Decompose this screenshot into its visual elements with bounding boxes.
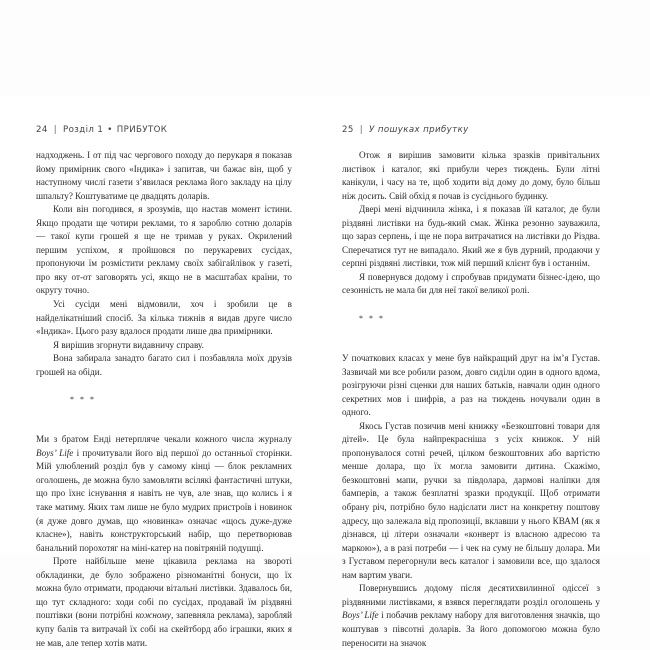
right-page <box>325 96 650 648</box>
left-page <box>0 96 325 648</box>
book-spread <box>0 96 650 648</box>
magazine-title: Boys’ Life <box>36 447 74 458</box>
text-run: і побачив рекламу набору для виготовлення значків, що коштував з півсотні доларів. За його допомогою можна було переносити на значок <box>342 610 600 648</box>
text-run: і прочитували його від першої до останньої сторінки. Мій улюблений розділ був у самому кінці — блок рекламних оголошень, де можна було замовляти всілякі фантастичні штуки, що про їхнє існування я навіть не чув, але знав, що колись і я таке матиму. Яких там лише не було мудрих пристроїв і новинок (я дуже довго думав, що «новинка» означає «щось дуже-дуже класне»), навіть конструкторський набір, що перетворював банальний порохотяг на міні-катер на повітряній подушці. <box>36 447 292 553</box>
bullet-separator: • <box>107 125 113 135</box>
paragraph: У початкових класах у мене був найкращий друг на ім’я Густав. Зазвичай ми все робили разом, довго сиділи один в одного вдома, розігруючи різні сценки для наших батьків, навчали один одного секретних мов і шифрів, а раз на тиждень ночували один в одного. <box>342 353 600 418</box>
page-number: 24 <box>36 125 48 135</box>
magazine-title: Boys’ Life <box>342 610 379 621</box>
header-separator: | <box>53 125 58 135</box>
section-break: * * * <box>359 313 385 323</box>
paragraph: Двері мені відчинила жінка, і я показав їй каталог, де були різдвяні листівки на будь-який смак. Жінка резонно зауважила, що зараз серпень, і ще не пора витрачатися на листівки до Різдва. Сперечатися тут не випадало. Який же я був дурний, продаючи у серпні різдвяні листівки, тож мій перший клієнт був і останнім. <box>342 204 600 269</box>
running-head-right <box>342 125 469 135</box>
page-number: 25 <box>342 125 354 135</box>
left-page-body <box>36 149 292 650</box>
paragraph: Усі сусіди мені відмовили, хоч і зробили це в найделікатніший спосіб. За кілька тижнів я видав друге число «Індика». Цього разу вдалося продати лише два примірники. <box>36 299 292 337</box>
paragraph: Я повернувся додому і спробував придумати бізнес-ідею, що сезонність не мала би для неї такої великої ролі. <box>342 271 600 296</box>
paragraph <box>342 582 600 650</box>
text-run: , запевняла реклама), заробляй купу балів та витрачай їх собі на скейтборд або іграшки, яких я не мав, але тепер хотів мати. <box>36 610 292 648</box>
text-run: Повернувшись додому після десятихвилинної одіссеї з різдвяними листівками, я взявся переглядати розділ оголошень у <box>342 583 600 607</box>
paragraph: Я вирішив згорнути видавничу справу. <box>53 339 204 350</box>
paragraph <box>36 433 292 555</box>
paragraph: Коли він погодився, я зрозумів, що настав момент істини. Якщо продати ще чотири реклами, то я зароблю сотню доларів — такої купи грошей я ще не тримав у руках. Окрилений першим успіхом, я пройшовся по перукаревих сусідах, пропонуючи їм розмістити рекламу своїх забігайлівок у газеті, про яку от-от заговорять усі, якщо не в масштабах країни, то округу точно. <box>36 204 292 296</box>
emphasis: кожному <box>135 610 171 621</box>
running-head-left <box>36 125 167 135</box>
paragraph: Отож я вирішив замовити кілька зразків привітальних листівок і каталог, які прибули через тиждень. Були літні канікули, і часу на те, щоб ходити від дому до дому, було більш ніж досить. Свій обхід я почав із сусіднього будинку. <box>342 150 600 201</box>
section-title: ПРИБУТОК <box>116 125 168 135</box>
section-break: * * * <box>70 394 96 404</box>
paragraph <box>36 555 292 650</box>
paragraph: Вона забирала занадто багато сил і позбавляла моїх друзів грошей на обіди. <box>36 353 292 377</box>
chapter-label: Розділ 1 <box>63 125 104 135</box>
header-separator: | <box>359 125 364 135</box>
paragraph: Якось Густав позичив мені книжку «Безкоштовні товари для дітей». Це була найпрекрасніша з усіх книжок. У ній пропонувалося сотні речей, цілком безкоштовних або вартістю менше долара, що їх могла замовити дитина. Скажімо, безкоштовні мапи, ручки за півдолара, дармові наліпки для бамперів, а також безплатні зразки продукції. Щоб отримати обрану річ, потрібно було надіслати лист на конкретну поштову адресу, що залежала від пропозиції, вклавши у нього КВАМ (як я дізнався, ці літери означали «конверт із власною адресою та маркою»), а в разі потреби — і чек на суму не більшу долара. Ми з Густавом перегорнули весь каталог і замовили все, що здалося нам вартим уваги. <box>342 420 600 580</box>
right-page-body <box>342 149 600 650</box>
text-run: Ми з братом Енді нетерпляче чекали кожного числа журналу <box>36 434 292 445</box>
text-run: Проте найбільше мене цікавила реклама на звороті обкладинки, де було зображено різноманітні бонуси, що їх можна було отримати, продаючи вітальні листівки. Здавалось би, що тут складного: ходи собі по сусідах, продавай їм різдвяні поштівки (вони потрібні <box>36 556 292 621</box>
section-title: У пошуках прибутку <box>369 125 469 135</box>
paragraph: надходжень. І от під час чергового походу до перукаря я показав йому примірник свого «Індика» і запитав, чи бажає він, щоб у наступному числі газети з’явилася реклама його закладу на цілу шпальту? Коштуватиме це двадцять доларів. <box>36 150 292 201</box>
